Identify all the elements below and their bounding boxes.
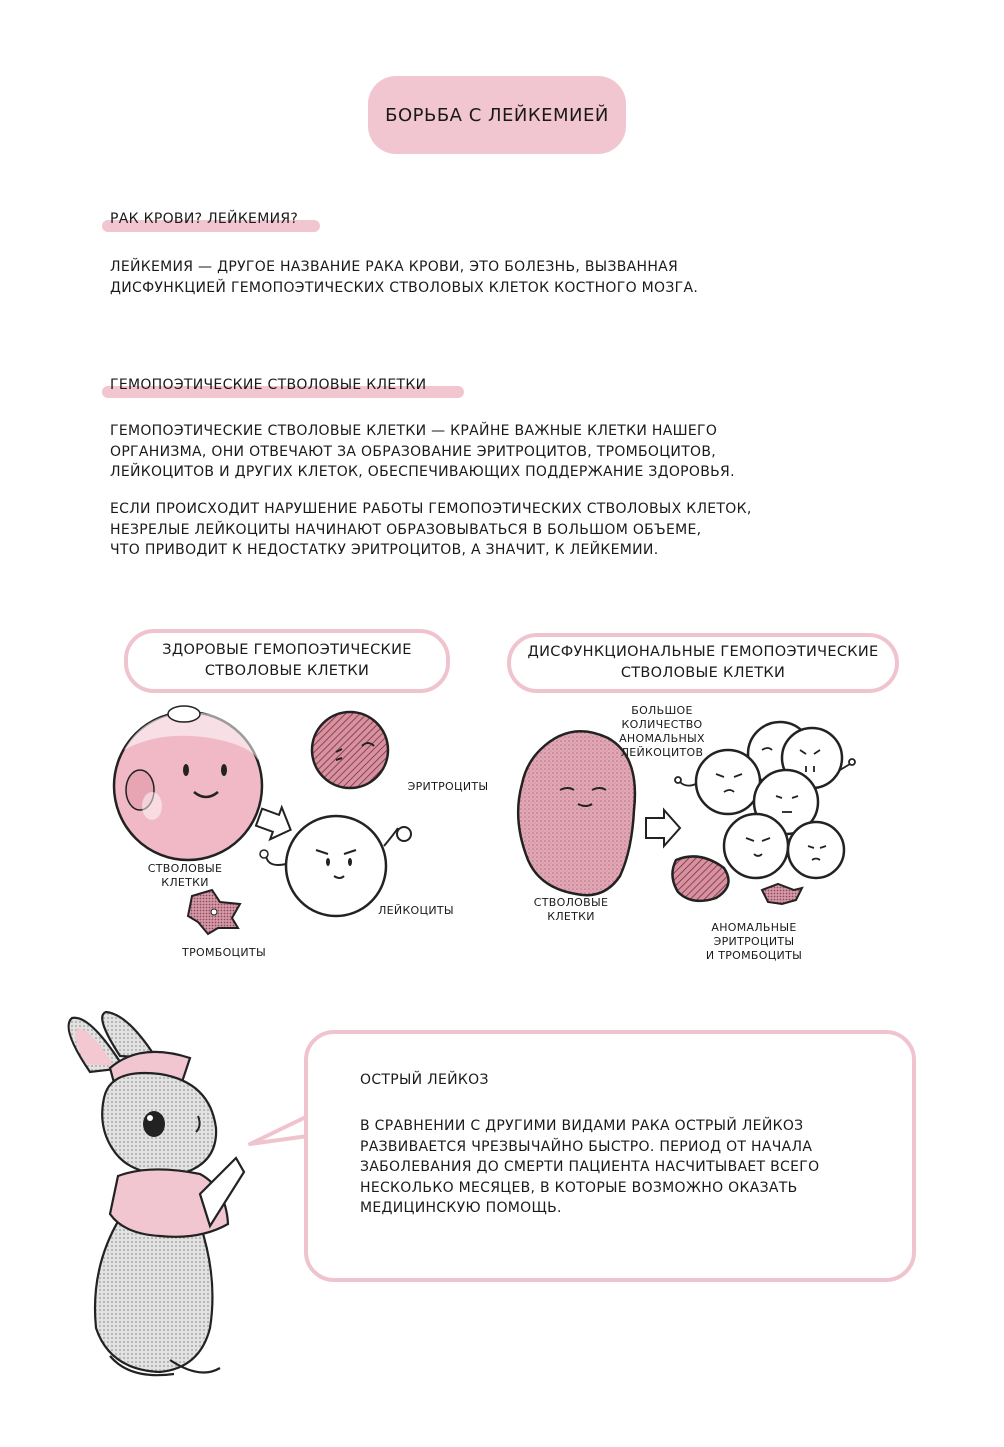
arrow-icon: [646, 810, 680, 846]
page-title: БОРЬБА С ЛЕЙКЕМИЕЙ: [368, 76, 626, 154]
leukemia-paragraph: ЛЕЙКЕМИЯ — ДРУГОЕ НАЗВАНИЕ РАКА КРОВИ, ЭТО БОЛЕЗНЬ, ВЫЗВАННАЯ ДИСФУНКЦИЕЙ ГЕМОПОЭТИЧЕСКИХ СТВОЛОВЫХ КЛЕТОК КОСТНОГО МОЗГА.: [110, 259, 699, 296]
healthy-cells-illustration: [100, 690, 500, 970]
stem-cells-paragraph-1: ГЕМОПОЭТИЧЕСКИЕ СТВОЛОВЫЕ КЛЕТКИ — КРАЙНЕ ВАЖНЫЕ КЛЕТКИ НАШЕГО ОРГАНИЗМА, ОНИ ОТВЕЧАЮТ ЗА ОБРАЗОВАНИЕ ЭРИТРОЦИТОВ, ТРОМБОЦИТОВ, ЛЕЙКОЦИТОВ И ДРУГИХ КЛЕТОК, ОБЕСПЕЧИВАЮЩИХ ПОДДЕРЖАНИЕ ЗДОРОВЬЯ.: [110, 423, 735, 480]
erythrocytes-label: ЭРИТРОЦИТЫ: [407, 780, 489, 793]
section-heading-stem-cells: ГЕМОПОЭТИЧЕСКИЕ СТВОЛОВЫЕ КЛЕТКИ: [110, 377, 426, 393]
section-heading-acute: ОСТРЫЙ ЛЕЙКОЗ: [360, 1072, 489, 1088]
dysfunctional-cells-title: ДИСФУНКЦИОНАЛЬНЫЕ ГЕМОПОЭТИЧЕСКИЕ СТВОЛОВЫЕ КЛЕТКИ: [507, 633, 899, 693]
abnormal-erythrocytes-platelets-label: АНОМАЛЬНЫЕ ЭРИТРОЦИТЫ И ТРОМБОЦИТЫ: [705, 921, 803, 962]
many-abnormal-leukocytes-label: БОЛЬШОЕ КОЛИЧЕСТВО АНОМАЛЬНЫХ ЛЕЙКОЦИТОВ: [619, 704, 705, 759]
platelets-label: ТРОМБОЦИТЫ: [182, 946, 266, 959]
speech-bubble-tail: [248, 1110, 312, 1150]
healthy-cells-title: ЗДОРОВЫЕ ГЕМОПОЭТИЧЕСКИЕ СТВОЛОВЫЕ КЛЕТКИ: [124, 629, 450, 693]
abnormal-platelet: [762, 884, 802, 904]
healthy-stem-cell: [114, 706, 262, 860]
leukocytes-label: ЛЕЙКОЦИТЫ: [378, 904, 454, 917]
stem-cells-label: СТВОЛОВЫЕ КЛЕТКИ: [147, 862, 223, 889]
section-heading-leukemia: РАК КРОВИ? ЛЕЙКЕМИЯ?: [110, 211, 298, 227]
dysfunctional-stem-cells-label: СТВОЛОВЫЕ КЛЕТКИ: [533, 896, 609, 923]
platelet-cell: [188, 890, 240, 934]
acute-leukemia-paragraph: В СРАВНЕНИИ С ДРУГИМИ ВИДАМИ РАКА ОСТРЫЙ ЛЕЙКОЗ РАЗВИВАЕТСЯ ЧРЕЗВЫЧАЙНО БЫСТРО. ПЕРИОД ОТ НАЧАЛА ЗАБОЛЕВАНИЯ ДО СМЕРТИ ПАЦИЕНТА НАСЧИТЫВАЕТ ВСЕГО НЕСКОЛЬКО МЕСЯЦЕВ, В КОТОРЫЕ ВОЗМОЖНО ОКАЗАТЬ МЕДИЦИНСКУЮ ПОМОЩЬ.: [360, 1118, 820, 1216]
acute-leukemia-bubble: [304, 1030, 916, 1282]
stem-cells-paragraph-2: ЕСЛИ ПРОИСХОДИТ НАРУШЕНИЕ РАБОТЫ ГЕМОПОЭТИЧЕСКИХ СТВОЛОВЫХ КЛЕТОК, НЕЗРЕЛЫЕ ЛЕЙКОЦИТЫ НАЧИНАЮТ ОБРАЗОВЫВАТЬСЯ В БОЛЬШОМ ОБЪЕМЕ, ЧТО ПРИВОДИТ К НЕДОСТАТКУ ЭРИТРОЦИТОВ, А ЗНАЧИТ, К ЛЕЙКЕМИИ.: [110, 501, 752, 558]
abnormal-erythrocyte: [672, 856, 728, 900]
rabbit-nurse-illustration: [50, 1008, 280, 1380]
erythrocyte-cell: [312, 712, 388, 788]
